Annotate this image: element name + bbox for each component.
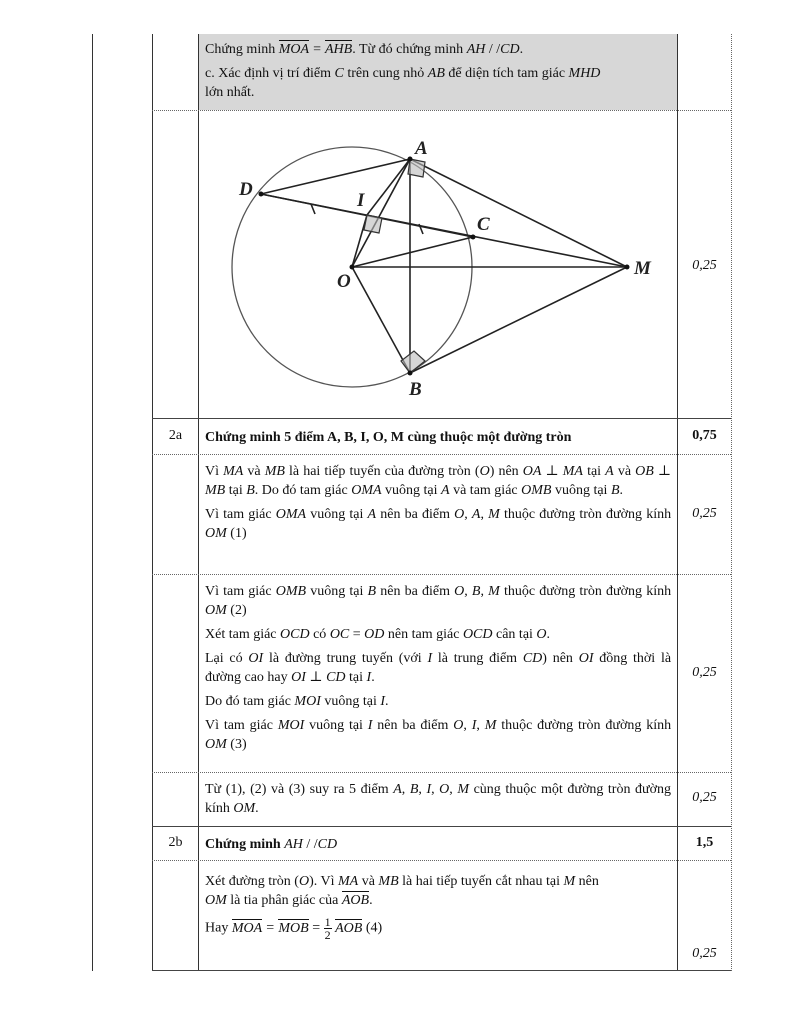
s2a-r2-text: Vì tam giác OMB vuông tại B nên ba điểm O, B, M thuộc đường tròn đường kính OM (2) Xét tam giác OCD có OC = OD nên tam giác OCD cân tại O. Lại có OI là đường trung tuyến (với I là trung điểm CD) nên OI đồng thời là đường cao hay OI ⊥ CD tại I. Do đó tam giác MOI vuông tại I. Vì tam giác MOI vuông tại I nên ba điểm O, I, M thuộc đường tròn đường kính OM (3) bbox=[205, 584, 672, 752]
section-title-2b: Chứng minh AH / /CD bbox=[205, 837, 338, 852]
section-title-2a: Chứng minh 5 điểm A, B, I, O, M cùng thuộc một đường tròn bbox=[205, 430, 572, 445]
label-a: A bbox=[415, 138, 428, 159]
s2a-r2-score: 0,25 bbox=[692, 665, 717, 680]
section-score-2b: 1,5 bbox=[695, 835, 714, 850]
s2a-r1-text: Vì MA và MB là hai tiếp tuyến của đường tròn (O) nên OA ⊥ MA tại A và OB ⊥ MB tại B. Do đó tam giác OMA vuông tại A và tam giác OMB vuông tại B. Vì tam giác OMA vuông tại A nên ba điểm O, A, M thuộc đường tròn đường kính OM (1) bbox=[205, 464, 672, 541]
label-m: M bbox=[634, 258, 651, 279]
s2b-score: 0,25 bbox=[692, 946, 717, 961]
label-i: I bbox=[357, 190, 365, 211]
table-border-num bbox=[152, 34, 153, 971]
figure-score: 0,25 bbox=[692, 258, 717, 273]
s2a-r3-score: 0,25 bbox=[692, 790, 717, 805]
s2a-r3-text: Từ (1), (2) và (3) suy ra 5 điểm A, B, I, O, M cùng thuộc một đường tròn đường kính OM. bbox=[205, 782, 672, 816]
s2b-text: Xét đường tròn (O). Vì MA và MB là hai tiếp tuyến cắt nhau tại M nên OM là tia phân giác của AOB. Hay MOA = MOB = $\frac{1}{2}$ AOB (4) bbox=[205, 874, 599, 942]
label-c: C bbox=[477, 214, 490, 235]
label-b: B bbox=[409, 379, 422, 400]
label-o: O bbox=[337, 271, 351, 292]
intro-text: Chứng minh MOA = AHB. Từ đó chứng minh AH / /CD. c. Xác định vị trí điểm C trên cung nhỏ AB để diện tích tam giác MHD lớn nhất. bbox=[205, 42, 601, 100]
geometry-figure bbox=[199, 111, 677, 418]
section-num-2b: 2b bbox=[168, 835, 183, 850]
row-divider bbox=[152, 574, 731, 575]
label-d: D bbox=[239, 179, 253, 200]
table-border-right bbox=[731, 34, 732, 971]
section-num-2a: 2a bbox=[168, 428, 183, 443]
table-border-left bbox=[92, 34, 93, 971]
row-divider bbox=[152, 860, 731, 861]
row-divider bbox=[152, 970, 731, 971]
row-divider bbox=[152, 418, 731, 419]
row-divider bbox=[152, 772, 731, 773]
section-score-2a: 0,75 bbox=[692, 428, 717, 443]
s2a-r1-score: 0,25 bbox=[692, 506, 717, 521]
table-border-score bbox=[677, 34, 678, 971]
row-divider bbox=[152, 454, 731, 455]
row-divider bbox=[152, 826, 731, 827]
